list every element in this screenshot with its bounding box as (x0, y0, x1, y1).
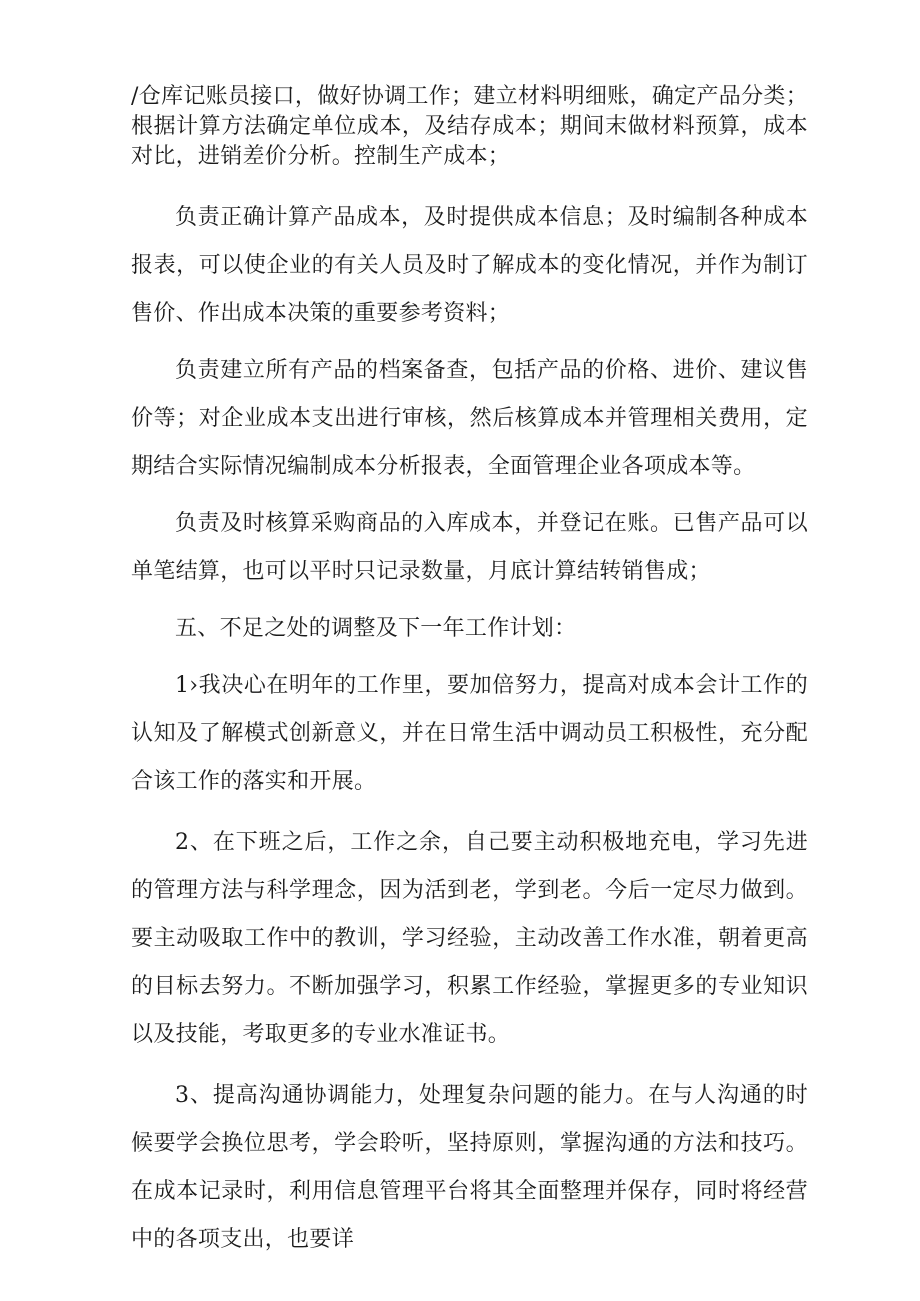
plan-item-2: 2、在下班之后，工作之余，自己要主动积极地充电，学习先进的管理方法与科学理念，因为活到老，学到老。今后一定尽力做到。要主动吸取工作中的教训，学习经验，主动改善工作水准，朝着更高的目标去努力。不断加强学习，积累工作经验，掌握更多的专业知识以及技能，考取更多的专业水准证书。 (131, 830, 808, 1047)
section-heading-plan: 五、不足之处的调整及下一年工作计划： (175, 616, 577, 641)
paragraph-continuation: /仓库记账员接口，做好协调工作；建立材料明细账，确定产品分类；根据计算方法确定单位成本，及结存成本；期间末做材料预算，成本对比，进销差价分析。控制生产成本； (131, 84, 808, 169)
paragraph-product-archive: 负责建立所有产品的档案备查，包括产品的价格、进价、建议售价等；对企业成本支出进行审核，然后核算成本并管理相关费用，定期结合实际情况编制成本分析报表，全面管理企业各项成本等。 (131, 358, 808, 479)
paragraph-inventory-cost: 负责及时核算采购商品的入库成本，并登记在账。已售产品可以单笔结算，也可以平时只记录数量，月底计算结转销售成； (131, 511, 808, 584)
plan-item-3: 3、提高沟通协调能力，处理复杂问题的能力。在与人沟通的时候要学会换位思考，学会聆听，坚持原则，掌握沟通的方法和技巧。在成本记录时，利用信息管理平台将其全面整理并保存，同时将经营中的各项支出，也要详 (131, 1083, 808, 1252)
plan-item-1: 1›我决心在明年的工作里，要加倍努力，提高对成本会计工作的认知及了解模式创新意义，并在日常生活中调动员工积极性，充分配合该工作的落实和开展。 (131, 673, 808, 794)
paragraph-cost-calculation: 负责正确计算产品成本，及时提供成本信息；及时编制各种成本报表，可以使企业的有关人员及时了解成本的变化情况，并作为制订售价、作出成本决策的重要参考资料； (131, 205, 808, 326)
